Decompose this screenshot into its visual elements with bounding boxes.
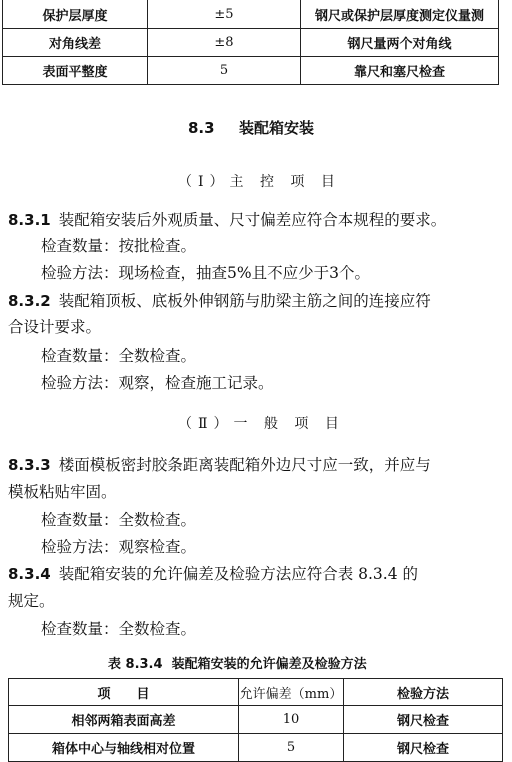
table-cell: 10 [239,706,344,734]
inspection-method: 检验方法：现场检查，抽查5%且不应少于3个。 [41,264,370,282]
table-cell: 表面平整度 [3,57,148,85]
section-number: 8.3 [188,119,215,137]
subheading-main-items: （Ⅰ）主 控 项 目 [178,174,341,190]
table-row [9,734,503,762]
table-cell: 箱体中心与轴线相对位置 [9,734,239,762]
table-cell: 钢尺检查 [344,734,503,762]
table-cell: ±5 [148,0,301,29]
clause-8-3-1 [8,209,508,232]
clause-text: 装配箱顶板、底板外伸钢筋与肋梁主筋之间的连接应符 [58,292,431,310]
table-cell: 钢尺检查 [344,706,503,734]
inspection-quantity: 检查数量：按批检查。 [41,237,197,255]
clause-8-3-4 [8,563,512,586]
clause-text-continued: 模板粘贴牢固。 [8,483,117,501]
table-cell: 对角线差 [3,29,148,57]
clause-text: 装配箱安装后外观质量、尺寸偏差应符合本规程的要求。 [58,211,447,229]
clause-8-3-3 [8,454,512,477]
table-header-row [9,679,503,706]
subheading-general-items: （Ⅱ）一 般 项 目 [178,416,345,432]
clause-number: 8.3.3 [8,456,51,474]
clause-text: 装配箱安装的允许偏差及检验方法应符合表 8.3.4 的 [58,565,419,583]
table-row [3,57,499,85]
inspection-quantity: 检查数量：全数检查。 [41,347,197,365]
table-row [3,29,499,57]
column-header: 项 目 [9,679,239,706]
table-cell: 相邻两箱表面高差 [9,706,239,734]
clause-number: 8.3.1 [8,211,51,229]
table-cell: 保护层厚度 [3,0,148,29]
table-cell: ±8 [148,29,301,57]
section-title [188,117,314,138]
table-row [3,0,499,29]
tolerance-table-8-3-4 [8,678,503,762]
table-cell: 5 [148,57,301,85]
column-header: 允许偏差（mm） [239,679,344,706]
clause-text-continued: 合设计要求。 [8,318,102,336]
table-cell: 靠尺和塞尺检查 [301,57,499,85]
clause-number: 8.3.2 [8,292,51,310]
clause-text: 楼面模板密封胶条距离装配箱外边尺寸应一致，并应与 [58,456,431,474]
section-title-text: 装配箱安装 [239,119,315,137]
tolerance-table-continued [2,0,499,85]
table-cell: 钢尺或保护层厚度测定仪量测 [301,0,499,29]
table-cell: 5 [239,734,344,762]
clause-text-continued: 规定。 [8,592,55,610]
clause-number: 8.3.4 [8,565,51,583]
inspection-quantity: 检查数量：全数检查。 [41,620,197,638]
inspection-method: 检验方法：观察检查。 [41,538,197,556]
clause-8-3-2 [8,290,512,313]
inspection-quantity: 检查数量：全数检查。 [41,511,197,529]
column-header: 检验方法 [344,679,503,706]
table-caption: 表 8.3.4 装配箱安装的允许偏差及检验方法 [108,657,367,672]
table-cell: 钢尺量两个对角线 [301,29,499,57]
table-row [9,706,503,734]
inspection-method: 检验方法：观察，检查施工记录。 [41,374,274,392]
